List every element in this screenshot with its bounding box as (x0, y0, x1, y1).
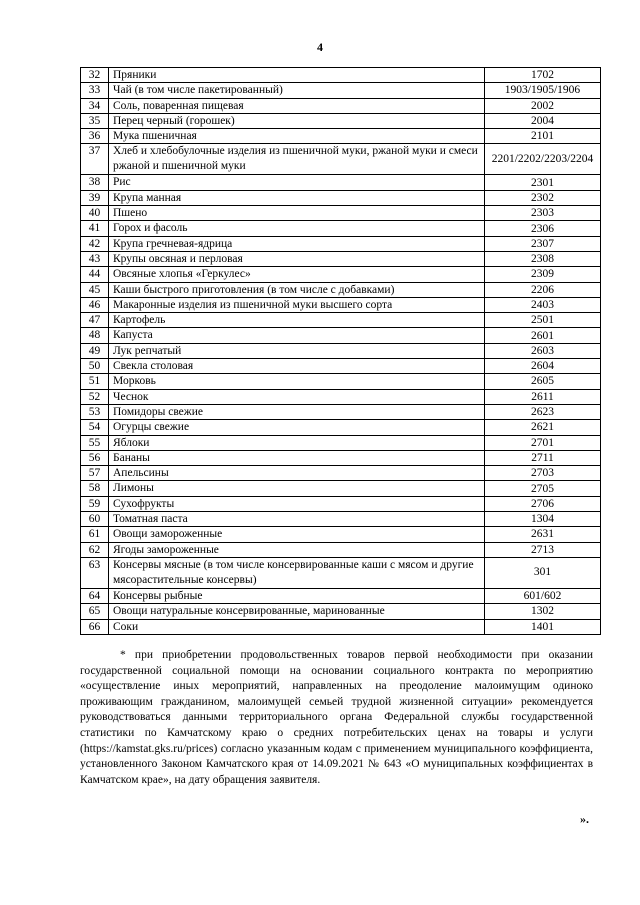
row-number: 38 (81, 175, 109, 190)
row-number: 52 (81, 389, 109, 404)
product-name: Ягоды замороженные (109, 542, 485, 557)
product-name: Пряники (109, 68, 485, 83)
table-row (81, 267, 601, 282)
product-code: 1702 (485, 68, 601, 83)
table-row (81, 129, 601, 144)
row-number: 54 (81, 420, 109, 435)
row-number: 36 (81, 129, 109, 144)
row-number: 47 (81, 313, 109, 328)
table-row (81, 83, 601, 98)
product-name: Лимоны (109, 481, 485, 496)
product-code: 2306 (485, 221, 601, 236)
product-name: Овощи натуральные консервированные, маринованные (109, 604, 485, 619)
row-number: 53 (81, 404, 109, 419)
items-table-body (81, 68, 601, 635)
row-number: 49 (81, 343, 109, 358)
product-code: 2623 (485, 404, 601, 419)
product-code: 2705 (485, 481, 601, 496)
footnote-text: * при приобретении продовольственных товаров первой необходимости при оказании государственной социальной помощи на основании социального контракта по мероприятию «осуществление иных мероприятий, направленных на преодоление малоимущим одиноко проживающим гражданином, малоимущей семьей трудной жизненной ситуации» рекомендуется руководствоваться данными территориального органа Федеральной службы государственной статистики по Камчатскому краю о средних потребительских ценах на товары и услуги (https://kamstat.gks.ru/prices) согласно указанным кодам с применением муниципального коэффициента, установленного Законом Камчатского края от 14.09.2021 № 643 «О муниципальных коэффициентах в Камчатском крае», на дату обращения заявителя. (80, 649, 593, 786)
product-name: Чеснок (109, 389, 485, 404)
product-code: 2004 (485, 113, 601, 128)
row-number: 59 (81, 496, 109, 511)
table-row (81, 542, 601, 557)
product-name: Макаронные изделия из пшеничной муки высшего сорта (109, 297, 485, 312)
product-code: 2403 (485, 297, 601, 312)
table-row (81, 527, 601, 542)
product-name: Перец черный (горошек) (109, 113, 485, 128)
product-name: Сухофрукты (109, 496, 485, 511)
product-code: 301 (485, 557, 601, 588)
product-code: 2601 (485, 328, 601, 343)
product-code: 2201/2202/2203/2204 (485, 144, 601, 175)
table-row (81, 374, 601, 389)
row-number: 61 (81, 527, 109, 542)
product-name: Томатная паста (109, 512, 485, 527)
product-code: 2701 (485, 435, 601, 450)
product-name: Свекла столовая (109, 359, 485, 374)
product-name: Чай (в том числе пакетированный) (109, 83, 485, 98)
product-code: 1903/1905/1906 (485, 83, 601, 98)
table-row (81, 420, 601, 435)
product-code: 2611 (485, 389, 601, 404)
table-row (81, 313, 601, 328)
table-row (81, 404, 601, 419)
table-row (81, 190, 601, 205)
product-name: Овсяные хлопья «Геркулес» (109, 267, 485, 282)
row-number: 34 (81, 98, 109, 113)
row-number: 55 (81, 435, 109, 450)
row-number: 50 (81, 359, 109, 374)
row-number: 56 (81, 450, 109, 465)
row-number: 66 (81, 619, 109, 634)
product-code: 2713 (485, 542, 601, 557)
table-row (81, 450, 601, 465)
product-name: Соль, поваренная пищевая (109, 98, 485, 113)
product-name: Каши быстрого приготовления (в том числе с добавками) (109, 282, 485, 297)
product-name: Капуста (109, 328, 485, 343)
product-code: 2303 (485, 206, 601, 221)
product-code: 2309 (485, 267, 601, 282)
product-code: 2703 (485, 466, 601, 481)
table-row (81, 557, 601, 588)
product-code: 2307 (485, 236, 601, 251)
row-number: 45 (81, 282, 109, 297)
table-row (81, 619, 601, 634)
product-code: 2302 (485, 190, 601, 205)
table-row (81, 496, 601, 511)
table-row (81, 251, 601, 266)
product-name: Помидоры свежие (109, 404, 485, 419)
table-row (81, 282, 601, 297)
product-code: 1401 (485, 619, 601, 634)
row-number: 65 (81, 604, 109, 619)
product-code: 2605 (485, 374, 601, 389)
table-row (81, 481, 601, 496)
table-row (81, 328, 601, 343)
product-code: 2621 (485, 420, 601, 435)
table-row (81, 68, 601, 83)
row-number: 57 (81, 466, 109, 481)
table-row (81, 221, 601, 236)
table-row (81, 512, 601, 527)
table-row (81, 343, 601, 358)
product-code: 601/602 (485, 588, 601, 603)
product-code: 2604 (485, 359, 601, 374)
table-row (81, 297, 601, 312)
product-code: 2631 (485, 527, 601, 542)
product-name: Апельсины (109, 466, 485, 481)
footnote (80, 648, 593, 788)
table-row (81, 113, 601, 128)
table-row (81, 206, 601, 221)
product-name: Рис (109, 175, 485, 190)
row-number: 44 (81, 267, 109, 282)
product-code: 2301 (485, 175, 601, 190)
product-name: Крупа гречневая-ядрица (109, 236, 485, 251)
row-number: 60 (81, 512, 109, 527)
product-code: 2002 (485, 98, 601, 113)
row-number: 35 (81, 113, 109, 128)
table-row (81, 236, 601, 251)
row-number: 43 (81, 251, 109, 266)
product-name: Консервы мясные (в том числе консервированные каши с мясом и другие мясорастительные консервы) (109, 557, 485, 588)
product-name: Пшено (109, 206, 485, 221)
product-name: Хлеб и хлебобулочные изделия из пшеничной муки, ржаной муки и смеси ржаной и пшеничной муки (109, 144, 485, 175)
table-row (81, 175, 601, 190)
product-code: 1304 (485, 512, 601, 527)
product-name: Овощи замороженные (109, 527, 485, 542)
row-number: 51 (81, 374, 109, 389)
table-row (81, 359, 601, 374)
product-code: 2101 (485, 129, 601, 144)
row-number: 41 (81, 221, 109, 236)
row-number: 62 (81, 542, 109, 557)
row-number: 42 (81, 236, 109, 251)
product-code: 2706 (485, 496, 601, 511)
row-number: 40 (81, 206, 109, 221)
product-code: 2711 (485, 450, 601, 465)
table-row (81, 389, 601, 404)
product-name: Бананы (109, 450, 485, 465)
row-number: 39 (81, 190, 109, 205)
row-number: 32 (81, 68, 109, 83)
page-number: 4 (317, 40, 323, 54)
table-row (81, 98, 601, 113)
product-code: 2603 (485, 343, 601, 358)
row-number: 48 (81, 328, 109, 343)
product-name: Крупа манная (109, 190, 485, 205)
row-number: 63 (81, 557, 109, 588)
row-number: 64 (81, 588, 109, 603)
product-code: 2206 (485, 282, 601, 297)
product-name: Картофель (109, 313, 485, 328)
table-row (81, 588, 601, 603)
row-number: 46 (81, 297, 109, 312)
product-name: Горох и фасоль (109, 221, 485, 236)
product-name: Лук репчатый (109, 343, 485, 358)
product-name: Яблоки (109, 435, 485, 450)
product-name: Огурцы свежие (109, 420, 485, 435)
product-name: Мука пшеничная (109, 129, 485, 144)
table-row (81, 144, 601, 175)
product-code: 2501 (485, 313, 601, 328)
closing-quote-mark: ». (580, 812, 589, 826)
row-number: 37 (81, 144, 109, 175)
product-code: 2308 (485, 251, 601, 266)
table-row (81, 435, 601, 450)
row-number: 33 (81, 83, 109, 98)
table-row (81, 466, 601, 481)
product-name: Крупы овсяная и перловая (109, 251, 485, 266)
table-row (81, 604, 601, 619)
items-table (80, 67, 601, 635)
product-name: Морковь (109, 374, 485, 389)
product-name: Консервы рыбные (109, 588, 485, 603)
product-code: 1302 (485, 604, 601, 619)
row-number: 58 (81, 481, 109, 496)
product-name: Соки (109, 619, 485, 634)
